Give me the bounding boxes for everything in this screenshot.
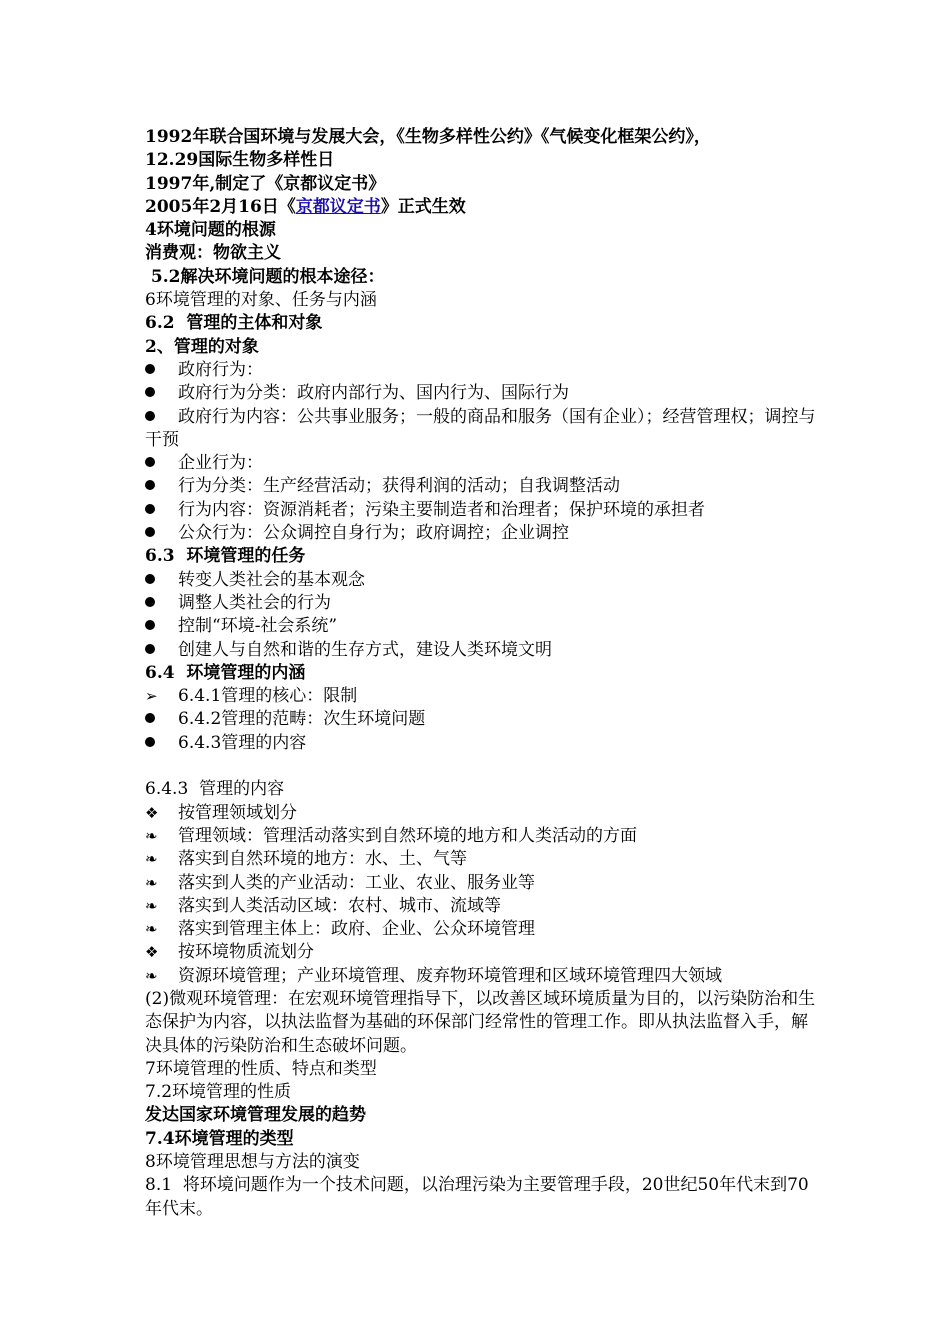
list-item-text: 政府行为： [178, 359, 263, 380]
list-item [145, 592, 817, 615]
swirl-icon: ❧ [145, 873, 158, 892]
text-line [145, 196, 817, 219]
heading: 7.2环境管理的性质 [145, 1082, 292, 1103]
list-item-text: 行为内容：资源消耗者；污染主要制造者和治理者；保护环境的承担者 [178, 499, 705, 520]
bullet-icon [145, 708, 169, 731]
text-segment: 》正式生效 [380, 196, 466, 217]
list-item [145, 732, 817, 755]
list-item [145, 522, 817, 545]
list-item-text: 落实到人类的产业活动：工业、农业、服务业等 [178, 872, 535, 893]
text-line: 消费观：物欲主义 [145, 243, 281, 264]
swirl-icon: ❧ [145, 896, 158, 915]
list-item [145, 382, 817, 405]
list-item [145, 918, 817, 941]
heading: 5.2解决环境问题的根本途径： [145, 266, 385, 287]
text-line: 1997年,制定了《京都议定书》 [145, 173, 386, 194]
list-item [145, 708, 817, 731]
heading: 6环境管理的对象、任务与内涵 [145, 290, 377, 311]
list-item [145, 825, 817, 848]
swirl-icon: ❧ [145, 966, 158, 985]
list-item-text: 落实到管理主体上：政府、企业、公众环境管理 [178, 919, 535, 940]
text-segment: 2005年2月16日《 [145, 196, 296, 217]
text-line: 12.29国际生物多样性日 [145, 150, 335, 171]
list-item [145, 965, 817, 988]
list-item [145, 639, 817, 662]
list-item [145, 941, 817, 964]
list-item-text: 转变人类社会的基本观念 [178, 569, 365, 590]
list-item-text: 创建人与自然和谐的生存方式，建设人类环境文明 [178, 639, 552, 660]
heading: 7环境管理的性质、特点和类型 [145, 1058, 377, 1079]
paragraph: (2)微观环境管理：在宏观环境管理指导下，以改善区域环境质量为目的，以污染防治和生态保护为内容，以执法监督为基础的环保部门经常性的管理工作。即从执法监督入手，解决具体的污染防治和生态破坏问题。 [145, 988, 816, 1056]
list-item [145, 615, 817, 638]
list-item-text: 企业行为： [178, 453, 263, 474]
bullet-icon [145, 359, 169, 382]
bullet-icon [145, 499, 169, 522]
list-item-text: 资源环境管理；产业环境管理、废弃物环境管理和区域环境管理四大领域 [178, 965, 722, 986]
bullet-icon [145, 639, 169, 662]
bullet-icon [145, 452, 169, 475]
diamond-icon: ❖ [145, 803, 159, 822]
list-item [145, 848, 817, 871]
heading: 6.2 管理的主体和对象 [145, 313, 323, 334]
list-item-text: 6.4.2管理的范畴：次生环境问题 [178, 709, 426, 730]
list-item [145, 359, 817, 382]
list-item [145, 872, 817, 895]
list-item-text: 落实到人类活动区域：农村、城市、流域等 [178, 895, 501, 916]
bullet-icon [145, 592, 169, 615]
list-item-text: 按管理领域划分 [178, 802, 297, 823]
heading: 4环境问题的根源 [145, 220, 276, 241]
heading: 发达国家环境管理发展的趋势 [145, 1105, 366, 1126]
bullet-icon [145, 406, 178, 429]
list-item-text: 6.4.3管理的内容 [178, 732, 307, 753]
list-item [145, 569, 817, 592]
bullet-icon [145, 522, 169, 545]
list-item-text: 按环境物质流划分 [178, 942, 314, 963]
list-item-text: 落实到自然环境的地方：水、土、气等 [178, 849, 467, 870]
list-item [145, 802, 817, 825]
heading: 7.4环境管理的类型 [145, 1128, 294, 1149]
list-item-text: 6.4.1管理的核心：限制 [178, 686, 358, 707]
heading: 2、管理的对象 [145, 336, 259, 357]
list-item [145, 406, 817, 453]
heading: 6.4.3 管理的内容 [145, 779, 285, 800]
bullet-icon [145, 569, 169, 592]
heading: 6.3 环境管理的任务 [145, 546, 306, 567]
list-item-text: 管理领域：管理活动落实到自然环境的地方和人类活动的方面 [178, 825, 637, 846]
spacer [145, 755, 817, 778]
text-line: 1992年联合国环境与发展大会，《生物多样性公约》《气候变化框架公约》， [145, 127, 711, 147]
list-item [145, 475, 817, 498]
bullet-icon [145, 615, 169, 638]
list-item [145, 452, 817, 475]
swirl-icon: ❧ [145, 920, 158, 939]
bullet-icon [145, 382, 169, 405]
list-item [145, 499, 817, 522]
list-item-text: 公众行为：公众调控自身行为；政府调控；企业调控 [178, 523, 569, 544]
heading: 8环境管理思想与方法的演变 [145, 1152, 360, 1173]
list-item-text: 政府行为分类：政府内部行为、国内行为、国际行为 [178, 383, 569, 404]
document-page [145, 126, 817, 1221]
diamond-icon: ❖ [145, 943, 159, 962]
bullet-icon [145, 475, 169, 498]
kyoto-protocol-link[interactable]: 京都议定书 [295, 196, 381, 217]
list-item-text: 行为分类：生产经营活动；获得利润的活动；自我调整活动 [178, 476, 620, 497]
list-item [145, 895, 817, 918]
list-item-text: 控制“环境-社会系统” [178, 616, 338, 637]
swirl-icon: ❧ [145, 826, 158, 845]
list-item-text: 调整人类社会的行为 [178, 592, 331, 613]
bullet-icon [145, 732, 169, 755]
list-item [145, 685, 817, 708]
heading: 6.4 环境管理的内涵 [145, 662, 306, 683]
paragraph: 8.1 将环境问题作为一个技术问题，以治理污染为主要管理手段，20世纪50年代末到70年代末。 [145, 1175, 809, 1219]
list-item-text: 政府行为内容：公共事业服务；一般的商品和服务（国有企业）；经营管理权；调控与干预 [145, 406, 816, 450]
arrowhead-icon: ➢ [145, 687, 158, 706]
swirl-icon: ❧ [145, 850, 158, 869]
